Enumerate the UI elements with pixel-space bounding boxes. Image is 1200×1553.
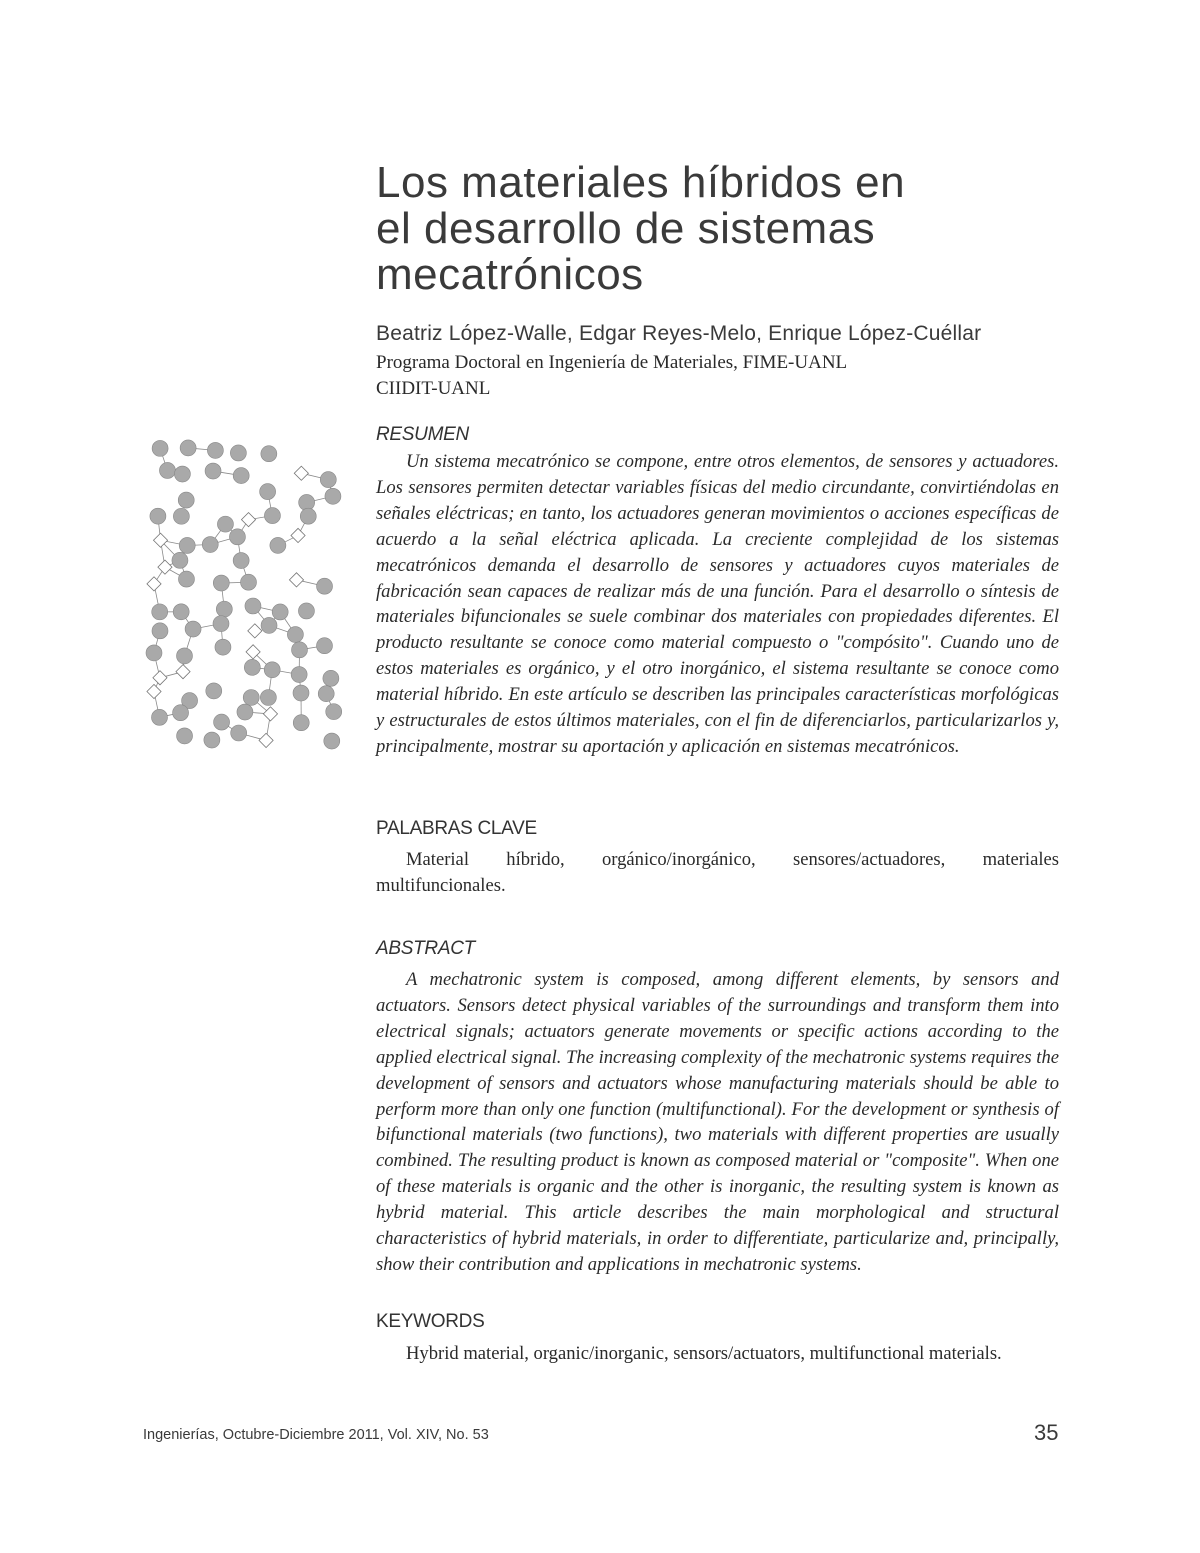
organic-sphere: [324, 733, 340, 749]
organic-sphere: [233, 553, 249, 569]
inorganic-cluster: [158, 560, 172, 574]
organic-sphere: [176, 648, 192, 664]
organic-sphere: [178, 571, 194, 587]
organic-sphere: [316, 638, 332, 654]
organic-sphere: [260, 484, 276, 500]
organic-sphere: [270, 537, 286, 553]
organic-sphere: [173, 604, 189, 620]
organic-sphere: [204, 732, 220, 748]
organic-sphere: [323, 670, 339, 686]
organic-sphere: [317, 578, 333, 594]
resumen-heading: RESUMEN: [376, 424, 469, 445]
organic-sphere: [243, 689, 259, 705]
organic-sphere: [318, 686, 334, 702]
affiliation-institute: CIIDIT-UANL: [376, 378, 491, 399]
organic-sphere: [152, 604, 168, 620]
inorganic-cluster: [176, 665, 190, 679]
organic-sphere: [261, 617, 277, 633]
resumen-text: Un sistema mecatrónico se compone, entre otros elementos, de sensores y actuadores. Los sensores permiten detectar variables físicas del medio circundante, convirtiéndolas en señales eléctricas; en tanto, los actuadores generan movimientos o acciones específicas de acuerdo a la señal eléctrica aplicada. La creciente complejidad de los sistemas mecatrónicos demanda el desarrollo de sensores y actuadores cuyos materiales de fabricación sean capaces de realizar más de una función. Para el desarrollo o síntesis de materiales bifuncionales se suele combinar dos materiales con propiedades diferentes. El producto resultante se conoce como material compuesto o "compósito". Cuando uno de estos materiales es orgánico, y el otro inorgánico, el sistema resultante se conoce como material híbrido. En este artículo se describen las principales características morfológicas y estructurales de estos últimos materiales, con el fin de diferenciarlos, particularizarlos y, principalmente, mostrar su aportación y aplicación en sistemas mecatrónicos.: [376, 451, 1059, 757]
organic-sphere: [260, 690, 276, 706]
organic-sphere: [146, 645, 162, 661]
palabras-clave-heading: PALABRAS CLAVE: [376, 818, 537, 839]
organic-sphere: [207, 442, 223, 458]
organic-sphere: [151, 709, 167, 725]
inorganic-cluster: [294, 466, 308, 480]
organic-sphere: [214, 714, 230, 730]
organic-sphere: [298, 603, 314, 619]
organic-sphere: [293, 715, 309, 731]
organic-sphere: [206, 683, 222, 699]
abstract-text: A mechatronic system is composed, among different elements, by sensors and actuators. Sensors detect physical variables of the surroundings and transform them into electrical signals; actuators generate movements or specific actions according to the applied electrical signal. The increasing complexity of the mechatronic systems requires the development of sensors and actuators whose manufacturing materials should be able to perform more than only one function (multifunctional). For the development or synthesis of bifunctional materials (two functions), two materials with different properties are usually combined. The resulting product is known as composed material or "composite". When one of these materials is organic and the other is inorganic, the resulting system is known as hybrid material. This article describes the main morphological and structural characteristics of hybrid materials, in order to differentiate, particularize and, principally, show their contribution and applications in mechatronic systems.: [376, 969, 1059, 1275]
organic-sphere: [177, 728, 193, 744]
inorganic-cluster: [291, 528, 305, 542]
keywords-text: Hybrid material, organic/inorganic, sensors/actuators, multifunctional materials.: [406, 1343, 1002, 1364]
organic-sphere: [173, 705, 189, 721]
organic-sphere: [272, 604, 288, 620]
authors: Beatriz López-Walle, Edgar Reyes-Melo, Enrique López-Cuéllar: [376, 322, 982, 345]
abstract-heading: ABSTRACT: [376, 938, 475, 959]
organic-sphere: [264, 508, 280, 524]
organic-sphere: [244, 659, 260, 675]
organic-sphere: [179, 537, 195, 553]
organic-sphere: [326, 704, 342, 720]
organic-sphere: [172, 552, 188, 568]
journal-citation: Ingenierías, Octubre-Diciembre 2011, Vol. XIV, No. 53: [143, 1427, 489, 1443]
organic-sphere: [216, 601, 232, 617]
organic-sphere: [215, 639, 231, 655]
inorganic-cluster: [263, 707, 277, 721]
inorganic-cluster: [241, 513, 255, 527]
organic-sphere: [180, 440, 196, 456]
inorganic-cluster: [259, 733, 273, 747]
organic-sphere: [202, 537, 218, 553]
organic-sphere: [245, 598, 261, 614]
organic-sphere: [150, 508, 166, 524]
organic-sphere: [287, 627, 303, 643]
organic-sphere: [174, 466, 190, 482]
organic-sphere: [230, 445, 246, 461]
organic-sphere: [293, 685, 309, 701]
article-title: [376, 160, 1076, 298]
palabras-clave-text: Material híbrido, orgánico/inorgánico, sensores/actuadores, materiales multifuncionales.: [376, 849, 1059, 896]
organic-sphere: [178, 492, 194, 508]
organic-sphere: [237, 704, 253, 720]
organic-sphere: [261, 446, 277, 462]
title-line-1: Los materiales híbridos en: [376, 158, 906, 207]
organic-sphere: [300, 508, 316, 524]
inorganic-cluster: [147, 684, 161, 698]
organic-sphere: [185, 621, 201, 637]
organic-sphere: [231, 725, 247, 741]
organic-sphere: [292, 642, 308, 658]
organic-sphere: [241, 574, 257, 590]
organic-sphere: [325, 488, 341, 504]
organic-sphere: [213, 575, 229, 591]
organic-sphere: [229, 529, 245, 545]
organic-sphere: [205, 463, 221, 479]
title-line-2: el desarrollo de sistemas: [376, 204, 876, 253]
inorganic-cluster: [289, 573, 303, 587]
organic-sphere: [233, 468, 249, 484]
inorganic-cluster: [153, 671, 167, 685]
organic-sphere: [159, 462, 175, 478]
organic-sphere: [213, 616, 229, 632]
organic-sphere: [152, 440, 168, 456]
hybrid-material-network-illustration: [145, 435, 355, 765]
organic-sphere: [264, 662, 280, 678]
inorganic-cluster: [147, 577, 161, 591]
organic-sphere: [291, 667, 307, 683]
page-number: 35: [1034, 1420, 1059, 1445]
keywords-heading: KEYWORDS: [376, 1311, 485, 1332]
organic-sphere: [320, 472, 336, 488]
title-line-3: mecatrónicos: [376, 250, 644, 299]
organic-sphere: [173, 508, 189, 524]
organic-sphere: [217, 516, 233, 532]
inorganic-cluster: [248, 624, 262, 638]
organic-sphere: [152, 623, 168, 639]
affiliation-program: Programa Doctoral en Ingeniería de Materiales, FIME-UANL: [376, 352, 848, 373]
